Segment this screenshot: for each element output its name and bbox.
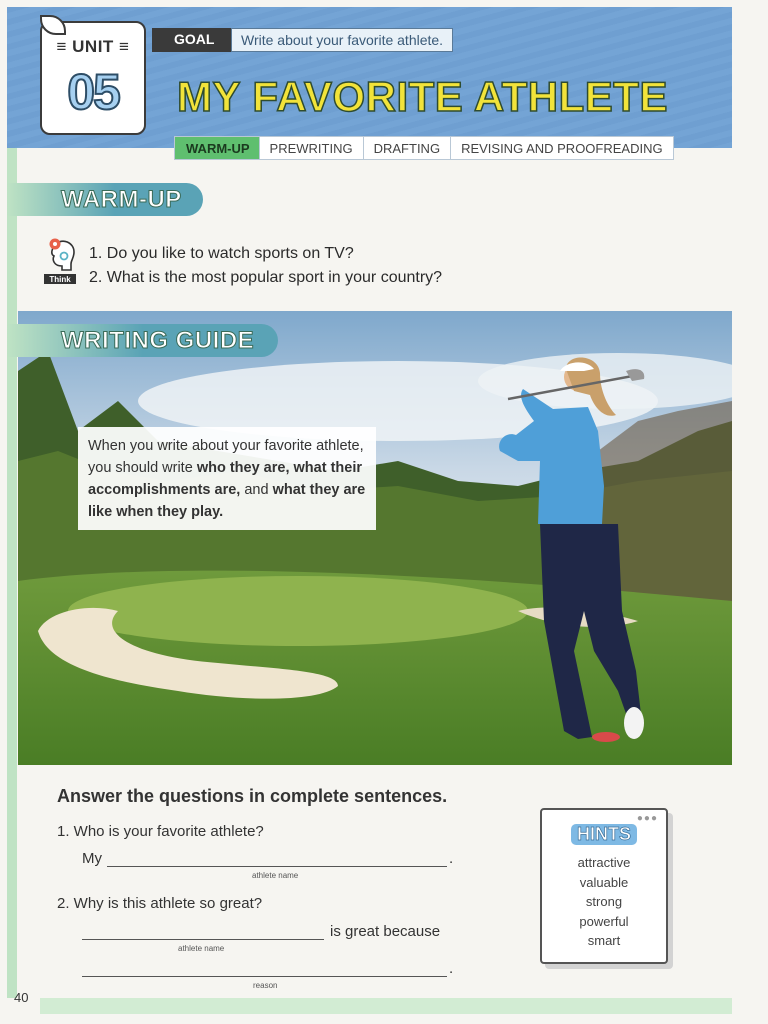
hint-item: valuable (579, 874, 629, 890)
leaf-icon (40, 15, 66, 35)
unit-label: ≡ UNIT ≡ (56, 37, 130, 56)
guide-intro-text: When you write about your favorite athlete, you should write (88, 438, 364, 476)
guide-and-text: and (240, 482, 273, 498)
answer-instructions: Answer the questions in complete sentences. (57, 786, 448, 806)
answer-2-period: . (449, 960, 454, 977)
hint-item: strong (585, 894, 623, 909)
page-number: 40 (14, 990, 29, 1005)
page-title: MY FAVORITE ATHLETE (177, 73, 668, 120)
answer-1-period: . (449, 850, 454, 867)
tab-revising-proofreading[interactable]: REVISING AND PROOFREADING (461, 141, 663, 156)
question-1: 1. Who is your favorite athlete? (57, 823, 264, 840)
goal-text: Write about your favorite athlete. (231, 28, 453, 52)
answer-2-name-line[interactable] (82, 939, 324, 940)
answer-1-hint: athlete name (252, 871, 299, 880)
answer-2-name-hint: athlete name (178, 944, 225, 953)
bottom-decor-strip (40, 998, 732, 1014)
answer-2-reason-hint: reason (253, 981, 278, 990)
unit-badge (40, 21, 146, 135)
golfer-photo (18, 311, 732, 765)
hint-item: powerful (579, 913, 629, 929)
warm-up-heading: WARM-UP (7, 183, 203, 216)
goal-bar (152, 28, 453, 52)
guide-point-3: what they are like when they play. (88, 482, 366, 520)
tab-warm-up[interactable]: WARM-UP (175, 137, 260, 159)
hints-title: HINTS (571, 824, 637, 845)
writing-guide-text (78, 427, 376, 530)
guide-point-2: what their accomplishments are, (88, 460, 362, 498)
think-icon (42, 234, 78, 284)
hint-item: attractive (577, 855, 631, 870)
hints-list (542, 853, 666, 951)
process-tabs (174, 136, 674, 160)
tab-drafting[interactable]: DRAFTING (364, 137, 451, 159)
dots-icon: ●●● (636, 813, 658, 824)
guide-point-1: who they are, (196, 460, 290, 476)
think-label: Think (49, 275, 71, 284)
question-2: 2. Why is this athlete so great? (57, 895, 263, 912)
question-2-mid: is great because (330, 923, 441, 940)
answer-1-line[interactable] (107, 866, 447, 867)
warm-up-questions (89, 242, 442, 290)
warm-up-question-2: 2. What is the most popular sport in your country? (89, 269, 443, 286)
warm-up-question-1: 1. Do you like to watch sports on TV? (89, 245, 354, 262)
unit-header (7, 7, 732, 148)
unit-label-text: UNIT (72, 37, 114, 56)
tab-prewriting[interactable]: PREWRITING (260, 137, 364, 159)
hints-box (540, 808, 668, 964)
left-decor-strip (7, 148, 17, 998)
writing-guide-heading: WRITING GUIDE (7, 324, 278, 357)
question-1-prefix: My (82, 850, 102, 867)
unit-number: 05 (67, 64, 119, 120)
answer-2-reason-line[interactable] (82, 976, 447, 977)
goal-tag: GOAL (152, 28, 231, 52)
hint-item: smart (587, 933, 621, 948)
